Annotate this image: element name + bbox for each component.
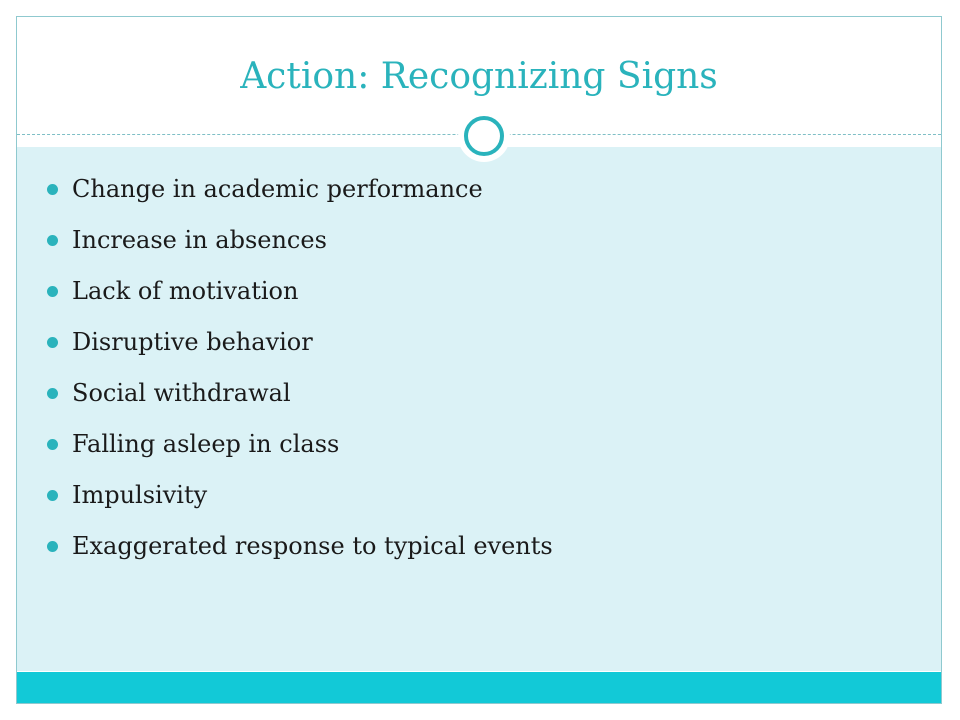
bullet-item: [47, 223, 553, 274]
bullet-text: Social withdrawal: [72, 379, 291, 407]
bullet-dot-icon: [47, 337, 58, 348]
bullet-item: [47, 172, 553, 223]
slide: [16, 16, 942, 704]
bullet-dot-icon: [47, 286, 58, 297]
bullet-item: [47, 529, 553, 580]
bullet-item: [47, 427, 553, 478]
bullet-dot-icon: [47, 490, 58, 501]
bullet-item: [47, 274, 553, 325]
bullet-text: Increase in absences: [72, 226, 327, 254]
bullet-item: [47, 478, 553, 529]
bullet-text: Change in academic performance: [72, 175, 483, 203]
bullet-dot-icon: [47, 388, 58, 399]
footer-bar: [17, 672, 941, 704]
bullet-item: [47, 325, 553, 376]
bullet-dot-icon: [47, 439, 58, 450]
bullet-item: [47, 376, 553, 427]
bullet-dot-icon: [47, 235, 58, 246]
bullet-text: Exaggerated response to typical events: [72, 532, 553, 560]
bullet-text: Impulsivity: [72, 481, 208, 509]
bullet-list: [47, 172, 553, 580]
bullet-text: Disruptive behavior: [72, 328, 313, 356]
bullet-dot-icon: [47, 184, 58, 195]
slide-title: Action: Recognizing Signs: [240, 56, 718, 97]
bullet-text: Falling asleep in class: [72, 430, 340, 458]
circle-ring-icon: [458, 110, 510, 162]
bullet-text: Lack of motivation: [72, 277, 299, 305]
bullet-dot-icon: [47, 541, 58, 552]
circle-ring-inner: [464, 116, 504, 156]
